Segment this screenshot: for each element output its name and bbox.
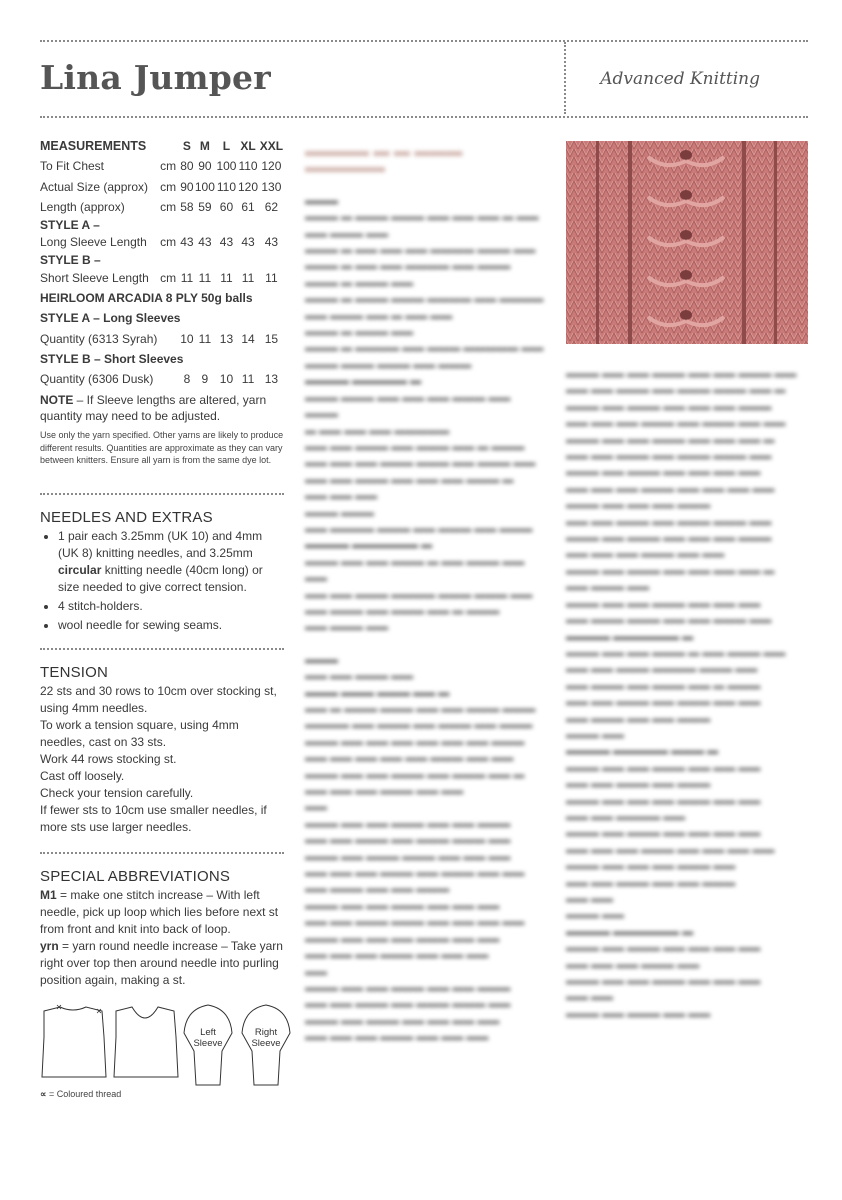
style-a-qty-heading-row <box>40 308 284 328</box>
table-row <box>40 267 284 287</box>
list-item: • wool needle for sewing seams. <box>58 617 284 634</box>
abbreviations-heading: SPECIAL ABBREVIATIONS <box>40 868 231 885</box>
tension-line: Cast off loosely. <box>40 769 125 783</box>
cell-value: 43 <box>219 235 234 250</box>
style-b-label-row <box>40 252 284 267</box>
needles-list <box>40 528 284 634</box>
cell-value: 9 <box>201 372 209 387</box>
right-sleeve-label: Sleeve <box>251 1038 281 1049</box>
cell-value: 11 <box>220 270 233 285</box>
tension-line: Work 44 rows stocking st. <box>40 752 177 766</box>
cell-value: 13 <box>219 331 234 346</box>
row-label: To Fit Chest <box>40 159 105 174</box>
table-row <box>40 156 284 176</box>
knit-texture <box>566 141 808 344</box>
needles-section <box>40 509 284 636</box>
cell-value: 90 <box>198 159 212 174</box>
cell-value: 15 <box>264 331 279 346</box>
cell-value: 10 <box>219 372 234 387</box>
row-unit: cm <box>160 159 177 174</box>
right-sleeve-label: Right <box>254 1027 278 1038</box>
abbrev-yrn <box>40 938 284 989</box>
row-label: Quantity (6306 Dusk) <box>40 372 154 387</box>
table-row <box>40 328 284 348</box>
style-a-qty-heading: STYLE A – Long Sleeves <box>40 311 181 326</box>
style-b-qty-heading-row <box>40 349 284 369</box>
cell-value: 120 <box>238 179 259 194</box>
table-row <box>40 369 284 389</box>
header-rule <box>40 116 808 118</box>
table-row <box>40 232 284 252</box>
cell-value: 60 <box>219 200 234 215</box>
row-label: Length (approx) <box>40 200 125 215</box>
measurements-section <box>40 136 284 467</box>
cell-value: 100 <box>216 159 237 174</box>
cell-value: 100 <box>194 179 215 194</box>
back-schematic <box>42 1007 106 1077</box>
legend-text: = Coloured thread <box>46 1089 122 1099</box>
front-schematic <box>114 1007 178 1077</box>
abbreviations-section <box>40 868 284 989</box>
left-sleeve-label: Left <box>200 1027 216 1038</box>
size-m: M <box>199 139 210 154</box>
cell-value: 59 <box>198 200 212 215</box>
cell-value: 11 <box>241 270 255 285</box>
cell-value: 43 <box>180 235 194 250</box>
section-rule <box>40 852 284 854</box>
left-sleeve-label: Sleeve <box>193 1038 223 1049</box>
cell-value: 13 <box>264 372 279 387</box>
style-b-label: STYLE B – <box>40 252 101 267</box>
table-row <box>40 177 284 197</box>
cell-value: 130 <box>261 179 282 194</box>
measurements-table <box>40 136 284 389</box>
size-xl: XL <box>240 139 256 154</box>
cell-value: 61 <box>241 200 255 215</box>
cell-value: 43 <box>264 235 279 250</box>
blurred-pattern-column-right: ▬▬▬ ▬▬ ▬▬ ▬▬▬ ▬▬ ▬▬ ▬▬▬ ▬▬ ▬▬ ▬▬ ▬▬▬ ▬▬ ▬▬▬ ▬▬▬ ▬▬ ▬ ▬▬▬ ▬▬ ▬▬▬ ▬▬ ▬▬ ▬▬ ▬▬▬ ▬▬ ▬▬ ▬▬ ▬▬▬ ▬▬ ▬▬▬ ▬▬ ▬▬ ▬▬▬ ▬▬ ▬▬ ▬▬▬ ▬▬ ▬▬ ▬▬ ▬ ▬▬ ▬▬ ▬▬▬ ▬▬ ▬▬▬ ▬▬▬ ▬▬ ▬▬▬ ▬▬ ▬▬▬ ▬▬ ▬▬ ▬▬ ▬▬ ▬▬ ▬▬ ▬▬ ▬▬▬ ▬▬ ▬▬ ▬▬ ▬▬ ▬▬▬ ▬▬ ▬▬ ▬▬ ▬▬▬ ▬▬ ▬▬ ▬▬▬ ▬▬ ▬▬▬ ▬▬▬ ▬▬ ▬▬▬ ▬▬ ▬▬▬ ▬▬ ▬▬ ▬▬ ▬▬▬ ▬▬ ▬▬ ▬▬ ▬▬▬ ▬▬ ▬▬ ▬▬▬ ▬▬ ▬▬▬ ▬▬ ▬▬ ▬▬ ▬▬ ▬ ▬▬ ▬▬▬ ▬▬ ▬▬▬ ▬▬ ▬▬ ▬▬▬ ▬▬ ▬▬ ▬▬ ▬▬ ▬▬▬ ▬▬▬ ▬▬ ▬▬ ▬▬▬ ▬▬ ▬▬▬▬ ▬▬▬▬▬▬ ▬ ▬▬▬ ▬▬ ▬▬ ▬▬▬ ▬ ▬▬ ▬▬▬ ▬▬ ▬▬ ▬▬ ▬▬▬ ▬▬▬▬ ▬▬▬ ▬▬ ▬▬ ▬▬▬ ▬▬ ▬▬▬ ▬▬ ▬ ▬▬▬ ▬▬ ▬▬ ▬▬▬ ▬▬ ▬▬▬ ▬▬ ▬▬ ▬▬ ▬▬▬ ▬▬ ▬▬ ▬▬▬ ▬▬▬ ▬▬ ▬▬▬▬ ▬▬▬▬▬ ▬▬▬ ▬ ▬▬▬ ▬▬ ▬▬ ▬▬▬ ▬▬ ▬▬ ▬▬ ▬▬ ▬▬ ▬▬▬ ▬▬ ▬▬▬ ▬▬▬ ▬▬ ▬▬ ▬▬ ▬▬▬ ▬▬ ▬▬ ▬▬ ▬▬ ▬▬▬▬ ▬▬ ▬▬▬ ▬▬ ▬▬▬ ▬▬ ▬▬ ▬▬ ▬▬ ▬▬ ▬▬ ▬▬ ▬▬▬ ▬▬ ▬▬ ▬▬ ▬▬ ▬▬▬ ▬▬ ▬▬ ▬▬ ▬▬▬ ▬▬ ▬▬ ▬▬ ▬▬▬ ▬▬ ▬▬ ▬▬▬ ▬▬ ▬▬ ▬▬▬ ▬▬ ▬▬▬▬ ▬▬▬▬▬▬ ▬ ▬▬▬ ▬▬ ▬▬▬ ▬▬ ▬▬ ▬▬ ▬▬ ▬▬ ▬▬ ▬▬ ▬▬▬ ▬▬ ▬▬▬ ▬▬ ▬▬ ▬▬▬ ▬▬ ▬▬ ▬▬ ▬▬ ▬▬ ▬▬▬ ▬▬ ▬▬▬ ▬▬ ▬▬ <box>566 368 797 1020</box>
cell-value: 90 <box>180 179 194 194</box>
cell-value: 120 <box>261 159 282 174</box>
cell-value: 58 <box>180 200 194 215</box>
cell-value: 11 <box>180 270 194 285</box>
cell-value: 43 <box>241 235 255 250</box>
cell-value: 11 <box>198 270 212 285</box>
tension-line: 22 sts and 30 rows to 10cm over stocking st, using 4mm needles. <box>40 684 277 715</box>
sizes-header-row <box>40 136 284 156</box>
cell-value: 10 <box>180 331 194 346</box>
legend-symbol: ∝ <box>40 1089 47 1099</box>
top-rule <box>40 40 808 42</box>
row-label: Actual Size (approx) <box>40 179 149 194</box>
abbrev-term: M1 <box>40 888 57 902</box>
measurements-heading: MEASUREMENTS <box>40 139 147 154</box>
skill-level: Advanced Knitting <box>600 69 760 89</box>
row-label: Short Sleeve Length <box>40 270 149 285</box>
garment-schematics <box>38 1003 294 1094</box>
cell-value: 11 <box>198 331 212 346</box>
row-unit: cm <box>160 270 177 285</box>
section-rule <box>40 493 284 495</box>
size-l: L <box>222 139 231 154</box>
cell-value: 8 <box>183 372 191 387</box>
row-unit: cm <box>160 235 177 250</box>
list-item <box>58 528 284 596</box>
yarn-disclaimer: Use only the yarn specified. Other yarns are likely to produce different results. Quantities are approximate as they can vary between knitters. Ensure all yarn is from the same dye lot. <box>40 430 284 466</box>
section-rule <box>40 648 284 650</box>
row-label: Long Sleeve Length <box>40 235 147 250</box>
note-text: – If Sleeve lengths are altered, yarn quantity may need to be adjusted. <box>40 393 267 424</box>
style-a-label-row <box>40 217 284 232</box>
table-row <box>40 197 284 217</box>
size-s: S <box>182 139 191 154</box>
row-unit: cm <box>160 200 177 215</box>
yarn-heading-row <box>40 288 284 308</box>
abbrev-m1 <box>40 887 284 938</box>
needles-heading: NEEDLES AND EXTRAS <box>40 509 213 526</box>
yarn-heading: HEIRLOOM ARCADIA 8 PLY 50g balls <box>40 290 253 305</box>
cell-value: 14 <box>241 331 255 346</box>
cell-value: 62 <box>264 200 279 215</box>
item-text: 1 pair each 3.25mm (UK 10) and 4mm (UK 8) knitting needles, and 3.25mm <box>58 529 263 560</box>
list-item: • 4 stitch-holders. <box>58 598 284 615</box>
legend <box>40 1089 121 1100</box>
tension-heading: TENSION <box>40 664 109 681</box>
row-label: Quantity (6313 Syrah) <box>40 331 158 346</box>
abbrev-term: yrn <box>40 939 59 953</box>
tension-line: Check your tension carefully. <box>40 786 194 800</box>
blurred-pattern-column-middle: ▬▬▬▬ ▬ ▬ ▬▬▬ ▬▬▬▬▬ ▬▬▬ ▬▬▬ ▬ ▬▬▬ ▬▬▬ ▬▬ ▬▬ ▬▬ ▬ ▬▬ ▬▬ ▬▬▬ ▬▬ ▬▬▬ ▬ ▬▬ ▬▬ ▬▬ ▬▬▬▬ ▬▬▬ ▬▬ ▬▬▬ ▬ ▬▬ ▬▬ ▬▬▬▬ ▬▬ ▬▬▬ ▬▬▬ ▬ ▬▬▬ ▬▬ ▬▬▬ ▬ ▬▬▬ ▬▬▬ ▬▬▬▬ ▬▬ ▬▬▬▬ ▬▬ ▬▬▬ ▬▬ ▬ ▬▬ ▬▬ ▬▬▬ ▬ ▬▬▬ ▬▬ ▬▬▬ ▬ ▬▬▬▬ ▬▬ ▬▬▬ ▬▬▬▬▬ ▬▬ ▬▬▬ ▬▬▬ ▬▬▬ ▬▬ ▬▬▬ ▬▬▬▬ ▬▬▬▬▬ ▬ ▬▬▬ ▬▬▬ ▬▬ ▬▬ ▬▬ ▬▬▬ ▬▬ ▬▬▬ ▬ ▬▬ ▬▬ ▬▬ ▬▬▬▬▬ ▬▬ ▬▬ ▬▬▬ ▬▬ ▬▬▬ ▬▬ ▬ ▬▬▬ ▬▬ ▬▬ ▬▬ ▬▬▬ ▬▬▬ ▬▬ ▬▬▬ ▬▬ ▬▬ ▬▬ ▬▬▬ ▬▬ ▬▬ ▬▬ ▬▬▬ ▬ ▬▬ ▬▬ ▬▬ ▬▬▬ ▬▬▬ ▬▬ ▬▬▬▬ ▬▬▬ ▬▬ ▬▬▬ ▬▬ ▬▬▬ ▬▬▬▬ ▬▬▬▬▬▬ ▬ ▬▬▬ ▬▬ ▬▬ ▬▬▬ ▬ ▬▬ ▬▬▬ ▬▬ ▬▬ ▬▬ ▬▬ ▬▬▬ ▬▬▬▬ ▬▬▬ ▬▬▬ ▬▬ ▬▬ ▬▬▬ ▬▬ ▬▬▬ ▬▬ ▬ ▬▬▬ ▬▬ ▬▬▬ ▬▬ ▬▬▬ ▬▬ ▬▬ ▬▬▬ ▬▬ ▬▬▬ ▬▬▬ ▬▬▬ ▬▬ ▬ ▬▬ ▬ ▬▬▬ ▬▬▬ ▬▬ ▬▬ ▬▬▬ ▬▬▬ ▬▬▬▬ ▬▬ ▬▬▬ ▬▬ ▬▬▬ ▬▬ ▬▬▬ ▬▬▬ ▬▬ ▬▬ ▬▬ ▬▬ ▬▬ ▬▬ ▬▬▬ ▬▬ ▬▬ ▬▬ ▬▬ ▬▬ ▬▬▬ ▬▬ ▬▬ ▬▬▬ ▬▬ ▬▬ ▬▬▬ ▬▬ ▬▬▬ ▬▬ ▬ ▬▬ ▬▬ ▬▬ ▬▬▬ ▬▬ ▬▬ ▬▬ ▬▬▬ ▬▬ ▬▬ ▬▬▬ ▬▬ ▬▬ ▬▬▬ ▬▬ ▬▬ ▬▬▬ ▬▬ ▬▬▬ ▬▬▬ ▬▬ ▬▬▬ ▬▬ ▬▬▬ ▬▬▬ ▬▬ ▬▬ ▬▬ ▬▬ ▬▬ ▬▬ ▬▬▬ ▬▬ ▬▬▬ ▬▬ ▬▬ ▬▬ ▬▬▬ ▬▬ ▬▬ ▬▬▬ ▬▬▬ ▬▬ ▬▬ ▬▬▬ ▬▬ ▬▬ ▬▬ ▬▬ ▬▬ ▬▬▬ ▬▬▬ ▬▬ ▬▬ ▬▬ ▬▬ ▬▬▬ ▬▬ ▬▬ ▬▬ ▬▬▬ ▬▬ ▬▬ ▬▬ ▬▬ ▬▬ ▬▬▬ ▬▬ ▬▬ ▬▬ ▬▬ ▬▬▬ ▬▬ ▬▬ ▬▬▬ ▬▬ ▬▬ ▬▬▬ ▬▬ ▬▬ ▬▬▬ ▬▬ ▬▬▬ ▬▬▬ ▬▬ ▬▬▬ ▬▬ ▬▬▬ ▬▬ ▬▬ ▬▬ ▬▬ ▬▬ ▬▬ ▬▬ ▬▬▬ ▬▬ ▬▬ ▬▬ <box>305 143 544 1044</box>
item-bold: circular <box>58 563 102 577</box>
abbrev-def: = make one stitch increase – With left needle, pick up loop which lies before next st from front and knit into back of loop. <box>40 888 279 936</box>
cell-value: 110 <box>238 159 258 174</box>
cell-value: 80 <box>180 159 194 174</box>
size-xxl: XXL <box>259 139 284 154</box>
row-unit: cm <box>160 179 177 194</box>
cell-value: 11 <box>265 270 278 285</box>
yarn-note <box>40 392 284 424</box>
page-title: Lina Jumper <box>40 58 271 97</box>
schematic-svg <box>38 1003 294 1089</box>
style-a-label: STYLE A – <box>40 217 100 232</box>
item-text: knitting needle (40cm long) or size needed to give correct tension. <box>58 563 263 594</box>
tension-line: If fewer sts to 10cm use smaller needles, if more sts use larger needles. <box>40 803 267 834</box>
tension-section <box>40 664 284 836</box>
header-divider <box>564 42 566 114</box>
cell-value: 110 <box>216 179 237 194</box>
note-label: NOTE <box>40 393 74 408</box>
tension-line: To work a tension square, using 4mm needles, cast on 33 sts. <box>40 718 239 749</box>
abbrev-def: = yarn round needle increase – Take yarn right over top then around needle into purling position again, making a st. <box>40 939 283 987</box>
cell-value: 43 <box>198 235 212 250</box>
cell-value: 11 <box>241 372 255 387</box>
stitch-pattern-photo <box>566 141 808 344</box>
style-b-qty-heading: STYLE B – Short Sleeves <box>40 351 184 366</box>
